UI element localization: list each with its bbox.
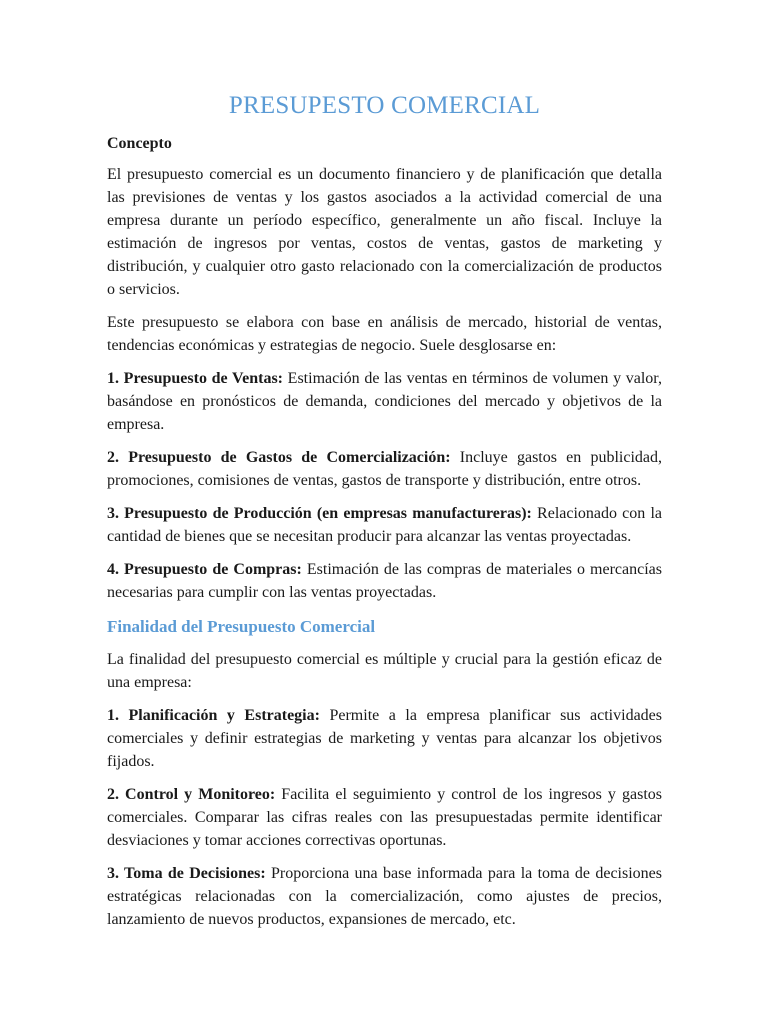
- component-item-marketing-expenses: [107, 446, 662, 492]
- component-item-production: [107, 502, 662, 548]
- concept-heading: Concepto: [107, 135, 172, 152]
- purpose-label: 2. Control y Monitoreo:: [107, 786, 276, 803]
- purpose-label: 3. Toma de Decisiones:: [107, 865, 266, 882]
- purpose-label: 1. Planificación y Estrategia:: [107, 707, 320, 724]
- purpose-intro-paragraph: La finalidad del presupuesto comercial es múltiple y crucial para la gestión eficaz de una empresa:: [107, 651, 662, 691]
- component-item-purchases: [107, 558, 662, 604]
- purpose-heading: Finalidad del Presupuesto Comercial: [107, 617, 376, 636]
- purpose-text: Facilita el seguimiento y control de los ingresos y gastos comerciales. Comparar las cifras reales con las presupuestadas permite identificar desviaciones y tomar acciones correctivas oportunas.: [107, 786, 662, 849]
- component-label: 1. Presupuesto de Ventas:: [107, 370, 283, 387]
- purpose-text: Permite a la empresa planificar sus actividades comerciales y definir estrategias de marketing y ventas para alcanzar los objetivos fijados.: [107, 707, 663, 770]
- basis-paragraph: Este presupuesto se elabora con base en análisis de mercado, historial de ventas, tendencias económicas y estrategias de negocio. Suele desglosarse en:: [107, 314, 662, 354]
- component-label: 4. Presupuesto de Compras:: [107, 561, 302, 578]
- concept-paragraph: El presupuesto comercial es un documento financiero y de planificación que detalla las previsiones de ventas y los gastos asociados a la actividad comercial de una empresa durante un período específico, generalmente un año fiscal. Incluye la estimación de ingresos por ventas, costos de ventas, gastos de marketing y distribución, y cualquier otro gasto relacionado con la comercialización de productos o servicios.: [107, 166, 662, 298]
- purpose-item-planning: [107, 704, 662, 773]
- document-title: PRESUPESTO COMERCIAL: [228, 92, 541, 119]
- purpose-text: Proporciona una base informada para la toma de decisiones estratégicas relacionadas con la comercialización, como ajustes de precios, lanzamiento de nuevos productos, expansiones de mercado, etc.: [107, 865, 663, 928]
- component-text: Relacionado con la cantidad de bienes que se necesitan producir para alcanzar las ventas proyectadas.: [107, 505, 662, 545]
- purpose-item-control: [107, 783, 662, 852]
- component-text: Estimación de las ventas en términos de volumen y valor, basándose en pronósticos de demanda, condiciones del mercado y objetivos de la empresa.: [107, 370, 662, 433]
- component-item-sales: [107, 367, 662, 436]
- component-label: 2. Presupuesto de Gastos de Comercialización:: [107, 449, 451, 466]
- component-text: Estimación de las compras de materiales o mercancías necesarias para cumplir con las ventas proyectadas.: [107, 561, 663, 601]
- component-label: 3. Presupuesto de Producción (en empresas manufactureras):: [107, 505, 532, 522]
- purpose-item-decisions: [107, 862, 662, 931]
- component-text: Incluye gastos en publicidad, promociones, comisiones de ventas, gastos de transporte y distribución, entre otros.: [107, 449, 662, 489]
